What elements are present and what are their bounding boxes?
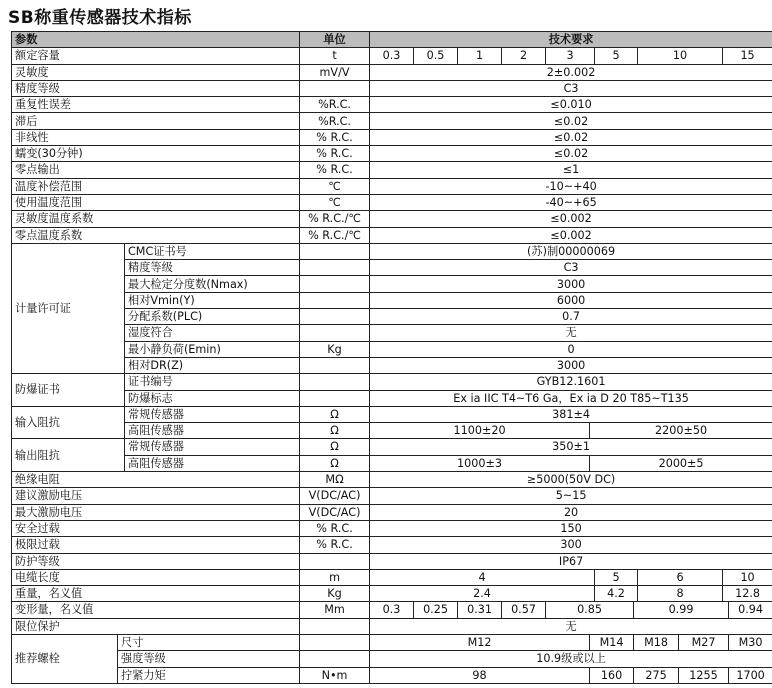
bolt-size-cell: M12 [370,634,590,650]
sub-unit-cell: Kg [300,341,370,357]
deform-value-cell: 0.3 [370,602,414,618]
sub-value-cell: C3 [370,260,772,276]
table-row [12,504,772,520]
table-row [12,32,772,48]
bolt-size-cell: M18 [634,634,679,650]
spec-value-cell: ≤1 [370,162,772,178]
bolt-torque-cell: 160 [590,667,634,683]
sub-unit-cell [300,276,370,292]
sub-unit-cell: Ω [300,455,370,471]
bolt-grade-cell: 10.9级或以上 [370,651,772,667]
spec-unit-cell: V(DC/AC) [300,488,370,504]
sub-unit-cell [300,374,370,390]
spec-value-cell: 150 [370,520,772,536]
sub-label-cell: 分配系数(PLC) [125,309,300,325]
cable-value-cell: 4 [370,569,595,585]
table-row [12,488,772,504]
sub-label-cell: 常规传感器 [125,439,300,455]
bolt-unit-cell: N•m [300,667,370,683]
spec-value-cell: 300 [370,537,772,553]
sub-label-cell: 相对Vmin(Y) [125,292,300,308]
spec-value-cell: ≤0.010 [370,97,772,113]
bolt-sub-label-cell: 拧紧力矩 [118,667,300,683]
deform-value-cell: 0.99 [634,602,729,618]
header-param-cell: 参数 [12,32,300,48]
capacity-value-cell: 2 [502,48,546,64]
sub-unit-cell: Ω [300,439,370,455]
spec-value-cell: 2±0.002 [370,64,772,80]
table-row [12,80,772,96]
spec-unit-cell [300,553,370,569]
sub-label-cell: 常规传感器 [125,406,300,422]
sub-unit-cell [300,390,370,406]
spec-label-cell: 非线性 [12,129,300,145]
sub-label-cell: 高阻传感器 [125,455,300,471]
cable-unit-cell: m [300,569,370,585]
spec-value-cell: ≤0.002 [370,227,772,243]
sub-value-cell: 2200±50 [590,423,772,439]
spec-label-cell: 使用温度范围 [12,194,300,210]
table-row [12,113,772,129]
sub-label-cell: 高阻传感器 [125,423,300,439]
table-row [12,97,772,113]
sub-value-cell: 0.7 [370,309,772,325]
limit-value-cell: 无 [370,618,772,634]
page-title: SB称重传感器技术指标 [8,8,192,28]
table-row [12,276,772,292]
spec-value-cell: ≥5000(50V DC) [370,472,772,488]
deform-value-cell: 0.25 [414,602,458,618]
spec-value-cell: IP67 [370,553,772,569]
table-row [12,586,772,602]
spec-label-cell: 极限过载 [12,537,300,553]
spec-label-cell: 零点输出 [12,162,300,178]
sub-unit-cell [300,243,370,259]
capacity-value-cell: 5 [595,48,638,64]
table-row [12,374,772,390]
sub-label-cell: 最小静负荷(Emin) [125,341,300,357]
spec-value-cell: ≤0.02 [370,129,772,145]
spec-unit-cell: % R.C. [300,129,370,145]
spec-label-cell: 绝缘电阻 [12,472,300,488]
cable-value-cell: 6 [638,569,723,585]
capacity-value-cell: 1 [458,48,502,64]
table-row [12,178,772,194]
spec-unit-cell: % R.C./℃ [300,211,370,227]
capacity-label-cell: 额定容量 [12,48,300,64]
table-row [12,553,772,569]
sub-label-cell: 精度等级 [125,260,300,276]
weight-label-cell: 重量，名义值 [12,586,300,602]
table-row [12,194,772,210]
table-row [12,406,772,422]
bolt-size-cell: M30 [729,634,772,650]
deform-value-cell: 0.85 [546,602,634,618]
bolt-unit-cell [300,651,370,667]
spec-unit-cell: % R.C. [300,537,370,553]
spec-label-cell: 零点温度系数 [12,227,300,243]
sub-value-cell: 3000 [370,276,772,292]
sub-value-cell: 381±4 [370,406,772,422]
table-row [12,309,772,325]
spec-value-cell: ≤0.02 [370,113,772,129]
spec-label-cell: 防护等级 [12,553,300,569]
table-row [12,439,772,455]
bolt-torque-cell: 1700 [729,667,772,683]
spec-table [11,31,772,684]
weight-value-cell: 2.4 [370,586,595,602]
bolt-torque-cell: 98 [370,667,590,683]
spec-label-cell: 安全过载 [12,520,300,536]
sub-unit-cell [300,357,370,373]
spec-value-cell: 20 [370,504,772,520]
table-row [12,520,772,536]
group-label-cell: 输入阻抗 [12,406,125,439]
spec-unit-cell: MΩ [300,472,370,488]
sub-value-cell: (苏)制00000069 [370,243,772,259]
spec-label-cell: 最大激励电压 [12,504,300,520]
header-unit-cell: 单位 [300,32,370,48]
sub-value-cell: 6000 [370,292,772,308]
cable-label-cell: 电缆长度 [12,569,300,585]
capacity-value-cell: 0.3 [370,48,414,64]
spec-unit-cell: % R.C. [300,146,370,162]
sub-unit-cell [300,260,370,276]
limit-label-cell: 限位保护 [12,618,300,634]
sub-value-cell: 1100±20 [370,423,590,439]
weight-value-cell: 4.2 [595,586,638,602]
sub-label-cell: CMC证书号 [125,243,300,259]
bolt-size-cell: M27 [679,634,729,650]
limit-unit-cell [300,618,370,634]
sub-value-cell: 无 [370,325,772,341]
capacity-value-cell: 3 [546,48,595,64]
capacity-unit-cell: t [300,48,370,64]
spec-label-cell: 精度等级 [12,80,300,96]
sub-value-cell: 350±1 [370,439,772,455]
bolt-group-label-cell: 推荐螺栓 [12,634,118,683]
table-row [12,341,772,357]
table-row [12,64,772,80]
bolt-sub-label-cell: 强度等级 [118,651,300,667]
spec-label-cell: 滞后 [12,113,300,129]
table-row [12,357,772,373]
spec-value-cell: 5~15 [370,488,772,504]
deform-value-cell: 0.31 [458,602,502,618]
spec-unit-cell: ℃ [300,178,370,194]
sub-value-cell: 2000±5 [590,455,772,471]
table-row [12,48,772,64]
spec-value-cell: -40~+65 [370,194,772,210]
cable-value-cell: 5 [595,569,638,585]
header-requirement-cell: 技术要求 [370,32,772,48]
spec-value-cell: -10~+40 [370,178,772,194]
bolt-unit-cell [300,634,370,650]
table-row [12,618,772,634]
sub-label-cell: 相对DR(Z) [125,357,300,373]
spec-unit-cell: mV/V [300,64,370,80]
spec-label-cell: 温度补偿范围 [12,178,300,194]
spec-label-cell: 蠕变(30分钟) [12,146,300,162]
table-row [12,537,772,553]
table-row [12,634,772,650]
spec-unit-cell [300,80,370,96]
deform-value-cell: 0.94 [729,602,772,618]
sub-unit-cell [300,325,370,341]
table-row [12,146,772,162]
table-row [12,569,772,585]
spec-value-cell: ≤0.002 [370,211,772,227]
table-row [12,162,772,178]
table-row [12,292,772,308]
sub-label-cell: 最大检定分度数(Nmax) [125,276,300,292]
table-row [12,390,772,406]
bolt-torque-cell: 1255 [679,667,729,683]
group-label-cell: 计量许可证 [12,243,125,373]
spec-unit-cell: % R.C. [300,162,370,178]
cable-value-cell: 10 [723,569,772,585]
spec-value-cell: C3 [370,80,772,96]
bolt-size-cell: M14 [590,634,634,650]
table-row [12,667,772,683]
sub-unit-cell: Ω [300,406,370,422]
weight-unit-cell: Kg [300,586,370,602]
weight-value-cell: 12.8 [723,586,772,602]
spec-label-cell: 灵敏度温度系数 [12,211,300,227]
spec-label-cell: 灵敏度 [12,64,300,80]
spec-label-cell: 重复性误差 [12,97,300,113]
table-row [12,325,772,341]
spec-unit-cell: % R.C./℃ [300,227,370,243]
bolt-torque-cell: 275 [634,667,679,683]
sub-label-cell: 防爆标志 [125,390,300,406]
sub-value-cell: Ex ia IIC T4~T6 Ga，Ex ia D 20 T85~T135 [370,390,772,406]
spec-value-cell: ≤0.02 [370,146,772,162]
bolt-sub-label-cell: 尺寸 [118,634,300,650]
deform-label-cell: 变形量，名义值 [12,602,300,618]
sub-unit-cell [300,309,370,325]
table-row [12,472,772,488]
sub-value-cell: 3000 [370,357,772,373]
table-row [12,651,772,667]
spec-unit-cell: %R.C. [300,113,370,129]
sub-label-cell: 证书编号 [125,374,300,390]
table-row [12,423,772,439]
sub-value-cell: 1000±3 [370,455,590,471]
table-row [12,227,772,243]
table-row [12,260,772,276]
sub-unit-cell: Ω [300,423,370,439]
table-row [12,455,772,471]
spec-unit-cell: %R.C. [300,97,370,113]
capacity-value-cell: 0.5 [414,48,458,64]
sub-value-cell: GYB12.1601 [370,374,772,390]
table-row [12,211,772,227]
deform-value-cell: 0.57 [502,602,546,618]
sub-label-cell: 湿度符合 [125,325,300,341]
sub-value-cell: 0 [370,341,772,357]
weight-value-cell: 8 [638,586,723,602]
deform-unit-cell: Mm [300,602,370,618]
capacity-value-cell: 10 [638,48,723,64]
table-row [12,243,772,259]
group-label-cell: 输出阻抗 [12,439,125,472]
spec-unit-cell: % R.C. [300,520,370,536]
spec-unit-cell: V(DC/AC) [300,504,370,520]
table-row [12,602,772,618]
spec-unit-cell: ℃ [300,194,370,210]
sub-unit-cell [300,292,370,308]
capacity-value-cell: 15 [723,48,772,64]
group-label-cell: 防爆证书 [12,374,125,407]
spec-label-cell: 建议激励电压 [12,488,300,504]
table-row [12,129,772,145]
